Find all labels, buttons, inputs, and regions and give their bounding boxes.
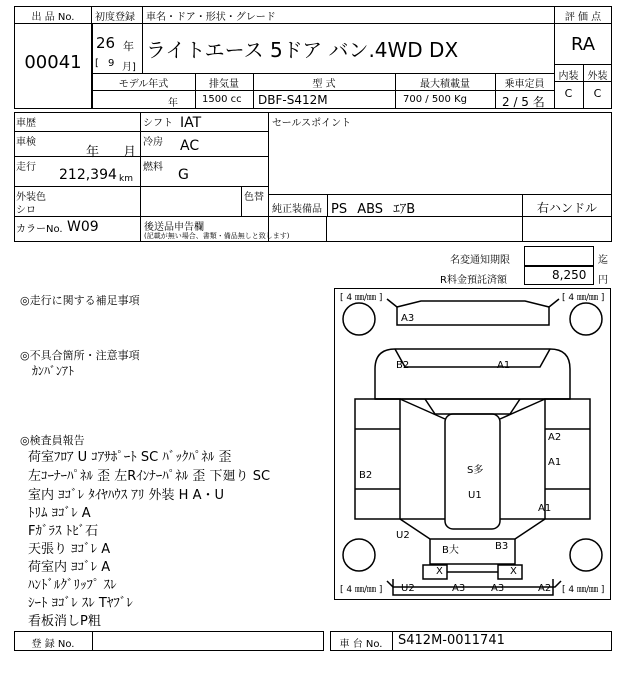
fuel-label: 燃料: [143, 162, 163, 173]
damage-mark: B2: [359, 470, 373, 481]
reg-month-unit: 月]: [122, 62, 136, 73]
damage-mark: A2: [538, 583, 552, 594]
reg-month: 9: [108, 58, 115, 69]
wheel-front-right: [570, 303, 602, 335]
inspector-line: 荷室内 ﾖｺﾞﾚ A: [28, 560, 111, 575]
damage-mark: B2: [396, 360, 410, 371]
damage-mark: U2: [396, 530, 410, 541]
inspector-line: 天張り ﾖｺﾞﾚ A: [28, 542, 111, 557]
displacement: 1500 cc: [202, 94, 242, 105]
damage-mark: A1: [497, 360, 511, 371]
lot-label: 出 品 No.: [31, 12, 75, 23]
aftermarket-note: (記載が無い場合、書類・備品無しと致します): [144, 232, 290, 240]
chassis-number: S412M-0011741: [398, 633, 505, 648]
name-change-unit: 迄: [598, 255, 608, 266]
damage-mark: B大: [442, 545, 459, 556]
grade-value: RA: [570, 34, 596, 55]
damage-mark: X: [510, 566, 517, 577]
equip-label: 純正装備品: [272, 204, 322, 215]
registration-label: 登 録 No.: [31, 639, 75, 650]
damage-mark: A2: [548, 432, 562, 443]
sales-point-label: セールスポイント: [272, 118, 352, 129]
car-name-label: 車名・ドア・形状・グレード: [146, 12, 276, 23]
inspector-line: ﾄﾘﾑ ﾖｺﾞﾚ A: [28, 506, 91, 521]
handle-value: 右ハンドル: [536, 201, 597, 215]
model-year-label: モデル年式: [118, 79, 169, 90]
damage-mark: A3: [401, 313, 415, 324]
ac-label: 冷房: [143, 137, 163, 148]
mileage-unit: km: [119, 174, 133, 184]
exterior-grade: C: [593, 87, 602, 100]
color-no-value: W09: [67, 219, 99, 235]
tire-rear-right: [ 4 ㎜/㎜ ]: [562, 585, 605, 595]
wheel-front-left: [343, 303, 375, 335]
equip-value: PS ABS ｴｱB: [331, 202, 416, 217]
wheel-rear-right: [570, 539, 602, 571]
inspector-line: 荷室ﾌﾛｱ U ｺｱｻﾎﾟｰﾄ SC ﾊﾞｯｸﾊﾟﾈﾙ 歪: [28, 450, 232, 465]
inspector-line: 左ｺｰﾅｰﾊﾟﾈﾙ 歪 左Rｲﾝﾅｰﾊﾟﾈﾙ 歪 下廻り SC: [28, 469, 271, 484]
first-reg-label: 初度登録: [95, 12, 135, 23]
reg-year-unit: 年: [123, 40, 134, 53]
ext-color-label: 外装色: [16, 192, 46, 203]
defects-title: ◎不具合箇所・注意事項: [20, 349, 140, 362]
cc-label: 排気量: [209, 79, 239, 90]
recycle-unit: 円: [598, 275, 608, 286]
damage-mark: U2: [401, 583, 415, 594]
mileage-value: 212,394: [59, 167, 117, 183]
reg-year: 26: [96, 34, 116, 52]
tire-front-right: [ 4 ㎜/㎜ ]: [562, 293, 605, 303]
damage-mark: X: [436, 566, 443, 577]
car-diagram: [334, 288, 611, 600]
name-change-box: [524, 246, 594, 266]
fuel-value: G: [178, 167, 189, 183]
interior-grade: C: [564, 87, 573, 100]
shaken-value: 年 月: [86, 145, 137, 160]
damage-mark: U1: [468, 490, 482, 501]
reg-month-prefix: [: [95, 58, 99, 69]
tire-front-left: [ 4 ㎜/㎜ ]: [340, 293, 383, 303]
name-change-label: 名変通知期限: [450, 255, 510, 266]
load-label: 最大積載量: [420, 79, 470, 90]
model-year-unit: 年: [168, 98, 178, 109]
driving-remarks-title: ◎走行に関する補足事項: [20, 294, 140, 307]
defect-line: ｶﾝﾊﾞﾝｱﾄ: [32, 364, 75, 378]
damage-mark: A3: [452, 583, 466, 594]
tire-rear-left: [ 4 ㎜/㎜ ]: [340, 585, 383, 595]
interior-label: 内装: [558, 71, 579, 82]
shaken-label: 車検: [16, 137, 36, 148]
inspector-line: 室内 ﾖｺﾞﾚ ﾀｲﾔﾊｳｽ ｱﾘ 外装 H A・U: [28, 488, 224, 503]
wheel-rear-left: [343, 539, 375, 571]
inspector-line: Fｶﾞﾗｽ ﾄﾋﾞ石: [28, 524, 99, 539]
type-label: 型 式: [312, 79, 336, 90]
ac-value: AC: [180, 138, 200, 154]
inspector-title: ◎検査員報告: [20, 434, 85, 447]
inspector-line: ﾊﾝﾄﾞﾙｸﾞﾘｯﾌﾟ ｽﾚ: [28, 578, 117, 593]
aftermarket-label: 後送品申告欄: [144, 222, 204, 233]
mileage-label: 走行: [16, 162, 36, 173]
shift-label: シフト: [143, 118, 173, 129]
damage-mark: A3: [491, 583, 505, 594]
chassis-label: 車 台 No.: [339, 639, 383, 650]
capacity-label: 乗車定員: [504, 79, 545, 90]
history-label: 車歴: [16, 118, 36, 129]
inspector-line: ｼｰﾄ ﾖｺﾞﾚ ｽﾚ Tﾔﾌﾞﾚ: [28, 596, 133, 611]
max-load: 700 / 500 Kg: [403, 94, 467, 105]
lot-number: 00041: [24, 52, 82, 73]
grade-label: 評 価 点: [564, 12, 602, 23]
car-name: ライトエース 5ドア バン.4WD DX: [146, 38, 459, 62]
damage-mark: S多: [467, 465, 484, 476]
damage-mark: A1: [548, 457, 562, 468]
exterior-label: 外装: [587, 71, 608, 82]
inspector-line: 看板消しP粗: [28, 614, 101, 629]
recolor-label: 色替: [244, 192, 264, 203]
model-type: DBF-S412M: [258, 93, 328, 107]
ext-color-value: シロ: [16, 205, 36, 216]
damage-mark: A1: [538, 503, 552, 514]
recycle-label: R料金預託済額: [440, 275, 507, 286]
color-no-label: カラーNo.: [16, 224, 63, 235]
recycle-value: 8,250: [552, 268, 587, 282]
shift-value: IAT: [180, 115, 202, 131]
capacity: 2 / 5 名: [502, 95, 545, 109]
damage-mark: B3: [495, 541, 509, 552]
